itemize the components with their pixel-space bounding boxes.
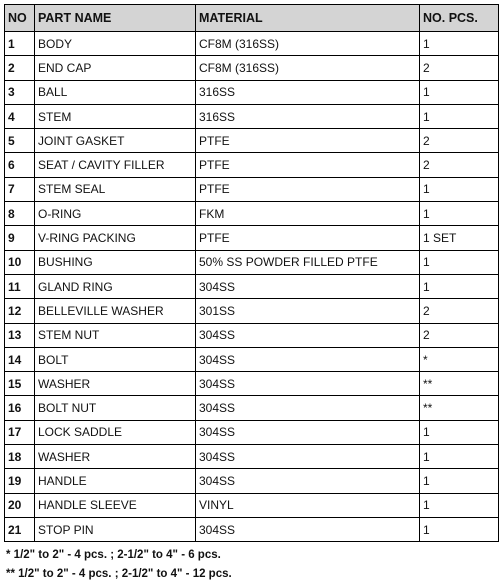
- table-row: [5, 274, 499, 298]
- cell-part-name: BELLEVILLE WASHER: [35, 299, 196, 323]
- table-row: [5, 129, 499, 153]
- cell-material: PTFE: [196, 129, 420, 153]
- table-row: [5, 153, 499, 177]
- cell-no: 7: [5, 177, 35, 201]
- cell-part-name: JOINT GASKET: [35, 129, 196, 153]
- cell-material: 304SS: [196, 420, 420, 444]
- cell-no: 5: [5, 129, 35, 153]
- cell-no: 10: [5, 250, 35, 274]
- cell-material: 304SS: [196, 469, 420, 493]
- cell-no: 15: [5, 372, 35, 396]
- cell-no: 9: [5, 226, 35, 250]
- table-row: [5, 80, 499, 104]
- header-qty: NO. PCS.: [420, 5, 499, 32]
- cell-part-name: END CAP: [35, 56, 196, 80]
- table-row: [5, 104, 499, 128]
- cell-material: 304SS: [196, 445, 420, 469]
- cell-qty: 1: [420, 469, 499, 493]
- cell-material: PTFE: [196, 153, 420, 177]
- cell-qty: 1: [420, 274, 499, 298]
- table-row: [5, 226, 499, 250]
- table-row: [5, 517, 499, 541]
- cell-qty: *: [420, 347, 499, 371]
- cell-no: 6: [5, 153, 35, 177]
- footnote-single-star: * 1/2" to 2" - 4 pcs. ; 2-1/2" to 4" - 6 pcs.: [6, 549, 221, 562]
- table-row: [5, 32, 499, 56]
- cell-material: CF8M (316SS): [196, 56, 420, 80]
- cell-material: 304SS: [196, 396, 420, 420]
- table-body: [5, 32, 499, 542]
- cell-qty: 2: [420, 129, 499, 153]
- cell-qty: 1: [420, 80, 499, 104]
- table-row: [5, 493, 499, 517]
- cell-qty: 1: [420, 250, 499, 274]
- cell-no: 8: [5, 202, 35, 226]
- cell-part-name: O-RING: [35, 202, 196, 226]
- cell-material: PTFE: [196, 226, 420, 250]
- cell-material: 304SS: [196, 372, 420, 396]
- header-material: MATERIAL: [196, 5, 420, 32]
- cell-qty: 1: [420, 32, 499, 56]
- cell-qty: **: [420, 396, 499, 420]
- cell-qty: 2: [420, 323, 499, 347]
- cell-material: 50% SS POWDER FILLED PTFE: [196, 250, 420, 274]
- cell-no: 12: [5, 299, 35, 323]
- cell-part-name: STEM SEAL: [35, 177, 196, 201]
- table-row: [5, 56, 499, 80]
- cell-part-name: STEM: [35, 104, 196, 128]
- cell-material: FKM: [196, 202, 420, 226]
- cell-material: 304SS: [196, 274, 420, 298]
- cell-qty: 1: [420, 177, 499, 201]
- cell-no: 2: [5, 56, 35, 80]
- cell-no: 20: [5, 493, 35, 517]
- parts-table: [4, 4, 499, 542]
- cell-no: 14: [5, 347, 35, 371]
- cell-qty: 1: [420, 493, 499, 517]
- cell-material: 304SS: [196, 347, 420, 371]
- table-row: [5, 202, 499, 226]
- cell-qty: 1 SET: [420, 226, 499, 250]
- cell-qty: 2: [420, 299, 499, 323]
- cell-part-name: BODY: [35, 32, 196, 56]
- cell-qty: 2: [420, 153, 499, 177]
- cell-no: 3: [5, 80, 35, 104]
- table-row: [5, 177, 499, 201]
- cell-part-name: BUSHING: [35, 250, 196, 274]
- cell-material: VINYL: [196, 493, 420, 517]
- cell-part-name: HANDLE: [35, 469, 196, 493]
- table-header-row: [5, 5, 499, 32]
- cell-no: 1: [5, 32, 35, 56]
- footnotes: [4, 546, 498, 584]
- cell-no: 18: [5, 445, 35, 469]
- cell-qty: 1: [420, 104, 499, 128]
- cell-no: 11: [5, 274, 35, 298]
- cell-material: 304SS: [196, 517, 420, 541]
- cell-qty: 1: [420, 445, 499, 469]
- cell-part-name: GLAND RING: [35, 274, 196, 298]
- table-row: [5, 323, 499, 347]
- cell-part-name: BALL: [35, 80, 196, 104]
- table-row: [5, 347, 499, 371]
- cell-no: 21: [5, 517, 35, 541]
- cell-part-name: SEAT / CAVITY FILLER: [35, 153, 196, 177]
- header-part-name: PART NAME: [35, 5, 196, 32]
- cell-part-name: BOLT NUT: [35, 396, 196, 420]
- cell-part-name: WASHER: [35, 372, 196, 396]
- footnote-double-star: ** 1/2" to 2" - 4 pcs. ; 2-1/2" to 4" - 12 pcs.: [6, 568, 232, 581]
- cell-material: 316SS: [196, 104, 420, 128]
- cell-qty: 1: [420, 517, 499, 541]
- cell-part-name: LOCK SADDLE: [35, 420, 196, 444]
- table-row: [5, 372, 499, 396]
- cell-part-name: WASHER: [35, 445, 196, 469]
- cell-qty: 1: [420, 420, 499, 444]
- parts-list: [4, 4, 498, 584]
- cell-no: 17: [5, 420, 35, 444]
- cell-no: 13: [5, 323, 35, 347]
- table-row: [5, 445, 499, 469]
- cell-no: 4: [5, 104, 35, 128]
- table-row: [5, 396, 499, 420]
- cell-no: 16: [5, 396, 35, 420]
- cell-material: CF8M (316SS): [196, 32, 420, 56]
- header-no: NO: [5, 5, 35, 32]
- cell-qty: **: [420, 372, 499, 396]
- table-row: [5, 299, 499, 323]
- cell-material: 316SS: [196, 80, 420, 104]
- cell-no: 19: [5, 469, 35, 493]
- cell-qty: 2: [420, 56, 499, 80]
- table-row: [5, 469, 499, 493]
- cell-part-name: STOP PIN: [35, 517, 196, 541]
- cell-part-name: V-RING PACKING: [35, 226, 196, 250]
- cell-material: 301SS: [196, 299, 420, 323]
- cell-part-name: BOLT: [35, 347, 196, 371]
- cell-material: PTFE: [196, 177, 420, 201]
- cell-part-name: HANDLE SLEEVE: [35, 493, 196, 517]
- cell-qty: 1: [420, 202, 499, 226]
- cell-material: 304SS: [196, 323, 420, 347]
- cell-part-name: STEM NUT: [35, 323, 196, 347]
- table-row: [5, 250, 499, 274]
- table-row: [5, 420, 499, 444]
